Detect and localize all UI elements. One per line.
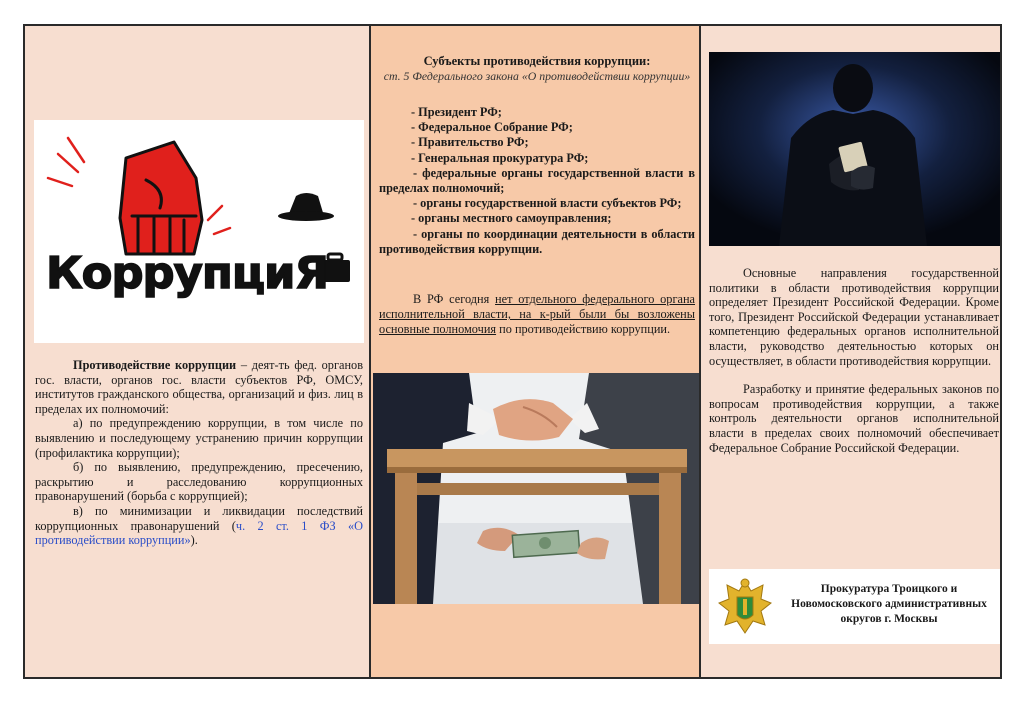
middle-panel [371,26,701,677]
org-name: Прокуратура Троицкого и Новомосковского административных округов г. Москвы [791,583,987,625]
right-panel [701,26,1000,677]
brochure-sheet [23,24,1002,679]
handshake-icon [373,373,699,604]
note-end: по противодействию коррупции. [496,322,671,337]
silhouette-icon [709,52,1000,246]
note-start: В РФ сегодня [413,292,496,306]
list-item: - Генеральная прокуратура РФ; [411,150,589,165]
prosecutor-emblem-icon [713,575,777,639]
note-underlined: нет отдельного федерального органа исполнительной власти, на к-рый были бы возложены основные полномочия [379,292,695,337]
assembly-paragraph: Разработку и принятие федеральных законов по вопросам противодействия коррупции, а также контроль деятельности органов исполнительной власти в пределах своих полномочий обеспечивает Федеральное Собрание Российской Федерации. [709,382,999,455]
list-item: - Президент РФ; [411,105,502,119]
subjects-title: Субъекты противодействия коррупции: [423,54,651,68]
no-single-body-note [379,292,695,338]
list-item: - Федеральное Собрание РФ; [411,120,573,135]
president-paragraph: Основные направления государственной политики в области противодействия коррупции определяет Президент Российской Федерации. Кроме того, Президент Российской Федерации устанавливает компетенцию федеральных органов исполнительной власти, руководство деятельностью которых он осуществляет, в области противодействия коррупции. [709,266,999,368]
item-b: б) по выявлению, предупреждению, пресечению, раскрытию и расследованию коррупционных правонарушений (борьба с коррупцией); [35,460,363,504]
definition-body: – деят-ть фед. органов гос. власти, органов гос. власти субъектов РФ, ОМСУ, институтов гражданского общества, организаций и физ. лиц в пределах их полномочий: [35,358,363,416]
law-reference-link[interactable]: ч. 2 ст. 1 ФЗ «О противодействии коррупции» [35,518,364,548]
man-with-money-photo [709,52,1000,246]
definition-lead: Противодействие коррупции [73,358,237,372]
list-item: - федеральные органы государственной власти в пределах полномочий; [379,165,695,196]
list-item: - органы по координации деятельности в области противодействия коррупции. [379,226,695,256]
subjects-header [381,54,693,83]
list-item: - органы государственной власти субъектов РФ; [413,196,682,211]
list-item: - органы местного самоуправления; [411,211,612,226]
counteraction-definition [35,358,363,548]
handshake-bribe-photo [373,373,699,604]
item-c-end: ). [190,533,198,548]
subjects-subtitle: ст. 5 Федерального закона «О противодействии коррупции» [383,69,691,83]
prosecutor-office-block [709,569,1000,644]
policy-text [709,266,999,455]
item-c: в) по минимизации и ликвидации последствий коррупционных правонарушений ( [35,503,363,533]
corruption-logo [34,120,364,343]
subjects-list [379,105,695,257]
logo-word: КоррупциЯ [46,248,328,299]
item-a: а) по предупреждению коррупции, в том числе по выявлению и последующему устранению причин коррупции (профилактика коррупции); [35,416,363,460]
left-panel [25,26,371,677]
list-item: - Правительство РФ; [411,135,529,150]
fist-logo-icon [34,120,364,343]
